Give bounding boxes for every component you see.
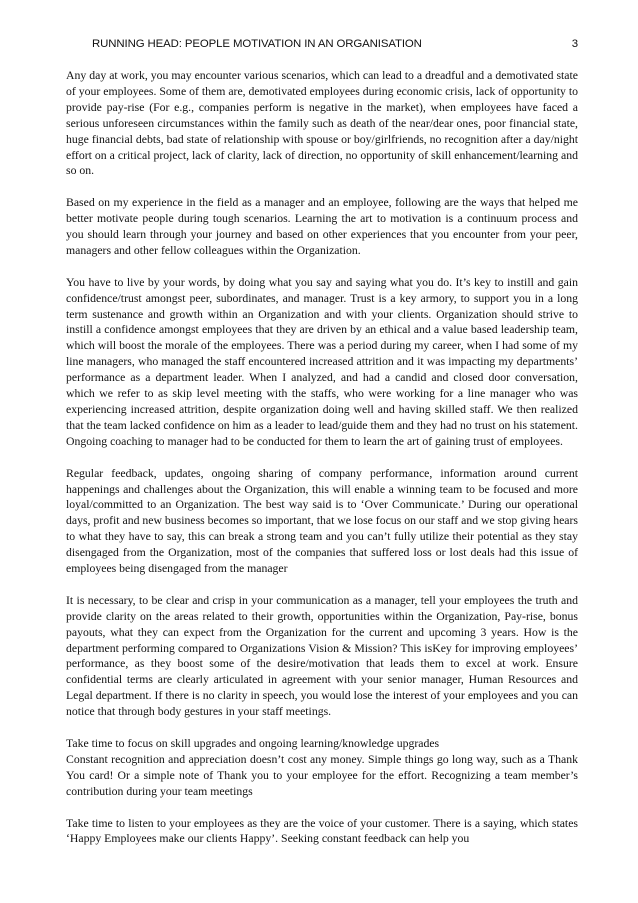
running-head-title: RUNNING HEAD: PEOPLE MOTIVATION IN AN ORGANISATION: [92, 38, 422, 50]
body-text: [66, 68, 578, 863]
page-number: 3: [571, 38, 578, 50]
paragraph-skill-upgrades: Take time to focus on skill upgrades and ongoing learning/knowledge upgrades: [66, 736, 440, 750]
paragraph-listen: Take time to listen to your employees as they are the voice of your customer. There is a saying, which states ‘Happy Employees make our clients Happy’. Seeking constant feedback can help you: [66, 816, 578, 846]
paragraph-recognition: Constant recognition and appreciation doesn’t cost any money. Simple things go long way, such as a Thank You card! Or a simple note of Thank you to your employee for the effort. Recognizing a team member’s contribution during your team meetings: [66, 752, 578, 798]
paragraph-experience: Based on my experience in the field as a manager and an employee, following are the ways that helped me better motivate people during tough scenarios. Learning the art to motivation is a continuum process and you should learn through your journey and based on other experiences that you encounter from your peer, managers and other fellow colleagues within the Organization.: [66, 196, 578, 257]
paragraph-scenarios: Any day at work, you may encounter various scenarios, which can lead to a dreadful and a demotivated state of your employees. Some of them are, demotivated employees during economic crisis, lack of opportunity to provide pay-rise (For e.g., companies perform is negative in the market), when employees have faced a serious unforeseen circumstances within the family such as death of the near/dear ones, poor financial state, huge financial debts, bad state of relationship with spouse or boy/girlfriends, no recognition after a day/night effort on a critical project, lack of clarity, lack of direction, no opportunity of skill enhancement/learning and so on.: [66, 69, 578, 178]
paragraph-feedback: Regular feedback, updates, ongoing sharing of company performance, information around current happenings and challenges about the Organization, this will enable a winning team to be focused and more loyal/committed to an Organization. The best way said is to ‘Over Communicate.’ During our operational days, profit and new business becomes so important, that we lose focus on our staff and we stop giving hears to what they have to say, this can break a strong team and you can’t fully utilize their potential as they stay disengaged from the Organization, most of the companies that suffered loss or lost deals had this issue of employees being disengaged from the manager: [66, 466, 578, 576]
running-head: [92, 38, 578, 54]
paragraph-clarity: It is necessary, to be clear and crisp in your communication as a manager, tell your employees the truth and provide clarity on the areas related to their growth, opportunities within the Organization, Pay-rise, bonus payouts, what they can expect from the Organization for the current and upcoming 3 years. How is the department performing compared to Organizations Vision & Mission? This isKey for improving employees’ performance, as they boost some of the desire/motivation that leads them to excel at work. Ensure confidential terms are clearly articulated in agreement with your senior manager, Human Resources and Legal department. If there is no clarity in speech, you would lose the interest of your employees and you can notice that through body gestures in your staff meetings.: [66, 593, 578, 719]
paragraph-trust: You have to live by your words, by doing what you say and saying what you do. It’s key to instill and gain confidence/trust amongst peer, subordinates, and manager. Trust is a key armory, to support you in a long term sustenance and growth within an Organization and with your clients. Organization should strive to instill a confidence amongst employees that they are driven by an ethical and a value based leadership team, which will boost the morale of the employees. There was a period during my career, when I had some of my line managers, who managed the staff encountered increased attrition and it was impacting my departments’ performance as a department leader. When I analyzed, and had a candid and closed door conversation, which we refer to as skip level meeting with the staffs, who were working for a line manager who was experiencing increased attrition, despite organization doing well and having skilled staff. We then realized that the team lacked confidence on him as a leader to lead/guide them and they had no trust on his statement. Ongoing coaching to manager had to be conducted for them to learn the art of gaining trust of employees.: [66, 275, 578, 448]
